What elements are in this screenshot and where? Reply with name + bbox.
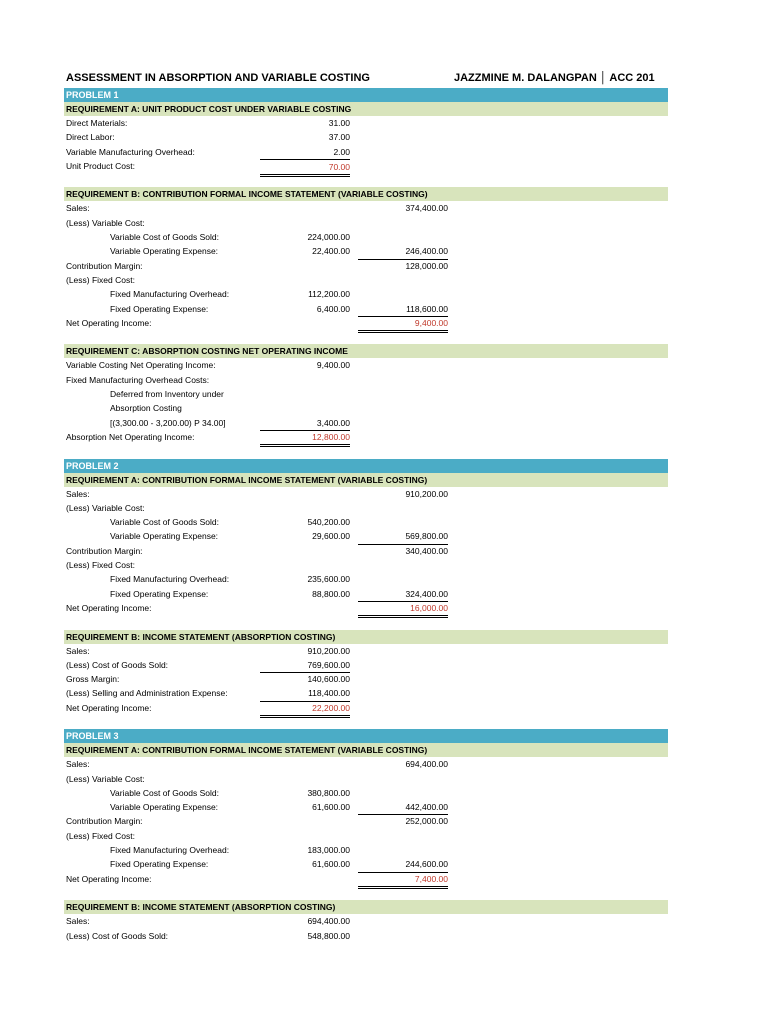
p1-dl-row: Direct Labor: 37.00 xyxy=(66,132,350,143)
p1-upc-row: Unit Product Cost: 70.00 xyxy=(64,159,668,173)
p3b-cogs-row: (Less) Cost of Goods Sold: 548,800.00 xyxy=(66,930,350,941)
p1c-def2-row: Absorption Costing xyxy=(110,403,182,414)
p3a-foe-row: Fixed Operating Expense: 61,600.00 244,600.00 xyxy=(64,857,668,871)
p2-req-b-title: REQUIREMENT B: INCOME STATEMENT (ABSORPTION COSTING) xyxy=(64,630,668,644)
p2a-vcgs-row: Variable Cost of Goods Sold: 540,200.00 xyxy=(110,517,350,528)
p2a-voe-row: Variable Operating Expense: 29,600.00 569,800.00 xyxy=(64,529,668,543)
p1b-fmo-row: Fixed Manufacturing Overhead: 112,200.00 xyxy=(110,289,350,300)
document-header xyxy=(64,70,668,88)
p1b-sales-row: Sales: 374,400.00 xyxy=(66,203,448,214)
p1b-cm-row: Contribution Margin: 128,000.00 xyxy=(66,260,448,271)
p2b-noi-row: Net Operating Income: 22,200.00 xyxy=(64,701,668,715)
p1c-vcni-row: Variable Costing Net Operating Income: 9,400.00 xyxy=(66,360,350,371)
p3a-vcgs-row: Variable Cost of Goods Sold: 380,800.00 xyxy=(110,787,350,798)
p3a-lvc-row: (Less) Variable Cost: xyxy=(66,773,145,784)
p1c-def3-row: [(3,300.00 - 3,200.00) P 34.00] 3,400.00 xyxy=(64,416,668,430)
p1b-foe-row: Fixed Operating Expense: 6,400.00 118,600.00 xyxy=(64,302,668,316)
p2a-lfc-row: (Less) Fixed Cost: xyxy=(66,560,135,571)
p3a-cm-row: Contribution Margin: 252,000.00 xyxy=(66,816,448,827)
problem-1-band: PROBLEM 1 xyxy=(64,88,668,102)
p1-req-a-title: REQUIREMENT A: UNIT PRODUCT COST UNDER VARIABLE COSTING xyxy=(64,102,668,116)
p1c-fmoc-row: Fixed Manufacturing Overhead Costs: xyxy=(66,374,210,385)
p1c-def1-row: Deferred from Inventory under xyxy=(110,389,224,400)
p1b-voe-row: Variable Operating Expense: 22,400.00 246,400.00 xyxy=(64,244,668,258)
p1b-vcgs-row: Variable Cost of Goods Sold: 224,000.00 xyxy=(110,232,350,243)
author-course: JAZZMINE M. DALANGPAN │ ACC 201 xyxy=(454,72,655,84)
p2b-cogs-row: (Less) Cost of Goods Sold: 769,600.00 xyxy=(64,658,668,672)
p2-req-a-title: REQUIREMENT A: CONTRIBUTION FORMAL INCOME STATEMENT (VARIABLE COSTING) xyxy=(64,473,668,487)
p1-dm-row: Direct Materials: 31.00 xyxy=(66,118,350,128)
problem-2-band: PROBLEM 2 xyxy=(64,459,668,473)
p1b-lvc-row: (Less) Variable Cost: xyxy=(66,217,145,228)
p2a-noi-row: Net Operating Income: 16,000.00 xyxy=(64,601,668,615)
p2b-sae-row: (Less) Selling and Administration Expense: 118,400.00 xyxy=(64,686,668,700)
p3a-fmo-row: Fixed Manufacturing Overhead: 183,000.00 xyxy=(110,845,350,856)
p3a-voe-row: Variable Operating Expense: 61,600.00 442,400.00 xyxy=(64,800,668,814)
p2a-cm-row: Contribution Margin: 340,400.00 xyxy=(66,545,448,556)
p2a-sales-row: Sales: 910,200.00 xyxy=(66,488,448,499)
p3a-lfc-row: (Less) Fixed Cost: xyxy=(66,830,135,841)
p3b-sales-row: Sales: 694,400.00 xyxy=(66,916,350,927)
p2a-fmo-row: Fixed Manufacturing Overhead: 235,600.00 xyxy=(110,574,350,585)
p2b-sales-row: Sales: 910,200.00 xyxy=(66,645,350,656)
p3a-noi-row: Net Operating Income: 7,400.00 xyxy=(64,872,668,886)
problem-3-band: PROBLEM 3 xyxy=(64,729,668,743)
p3-req-a-title: REQUIREMENT A: CONTRIBUTION FORMAL INCOME STATEMENT (VARIABLE COSTING) xyxy=(64,743,668,757)
p1-req-b-title: REQUIREMENT B: CONTRIBUTION FORMAL INCOME STATEMENT (VARIABLE COSTING) xyxy=(64,187,668,201)
p1b-lfc-row: (Less) Fixed Cost: xyxy=(66,274,135,285)
p2a-lvc-row: (Less) Variable Cost: xyxy=(66,502,145,513)
p1c-ani-row: Absorption Net Operating Income: 12,800.00 xyxy=(64,430,668,444)
p2b-gm-row: Gross Margin: 140,600.00 xyxy=(66,674,350,685)
p1-req-c-title: REQUIREMENT C: ABSORPTION COSTING NET OPERATING INCOME xyxy=(64,344,668,358)
p1-vmo-row: Variable Manufacturing Overhead: 2.00 xyxy=(66,146,350,157)
document-title: ASSESSMENT IN ABSORPTION AND VARIABLE COSTING xyxy=(66,72,370,84)
p1b-noi-row: Net Operating Income: 9,400.00 xyxy=(64,316,668,330)
worksheet xyxy=(64,70,668,943)
p3a-sales-row: Sales: 694,400.00 xyxy=(66,759,448,770)
p2a-foe-row: Fixed Operating Expense: 88,800.00 324,400.00 xyxy=(64,587,668,601)
p3-req-b-title: REQUIREMENT B: INCOME STATEMENT (ABSORPTION COSTING) xyxy=(64,900,668,914)
